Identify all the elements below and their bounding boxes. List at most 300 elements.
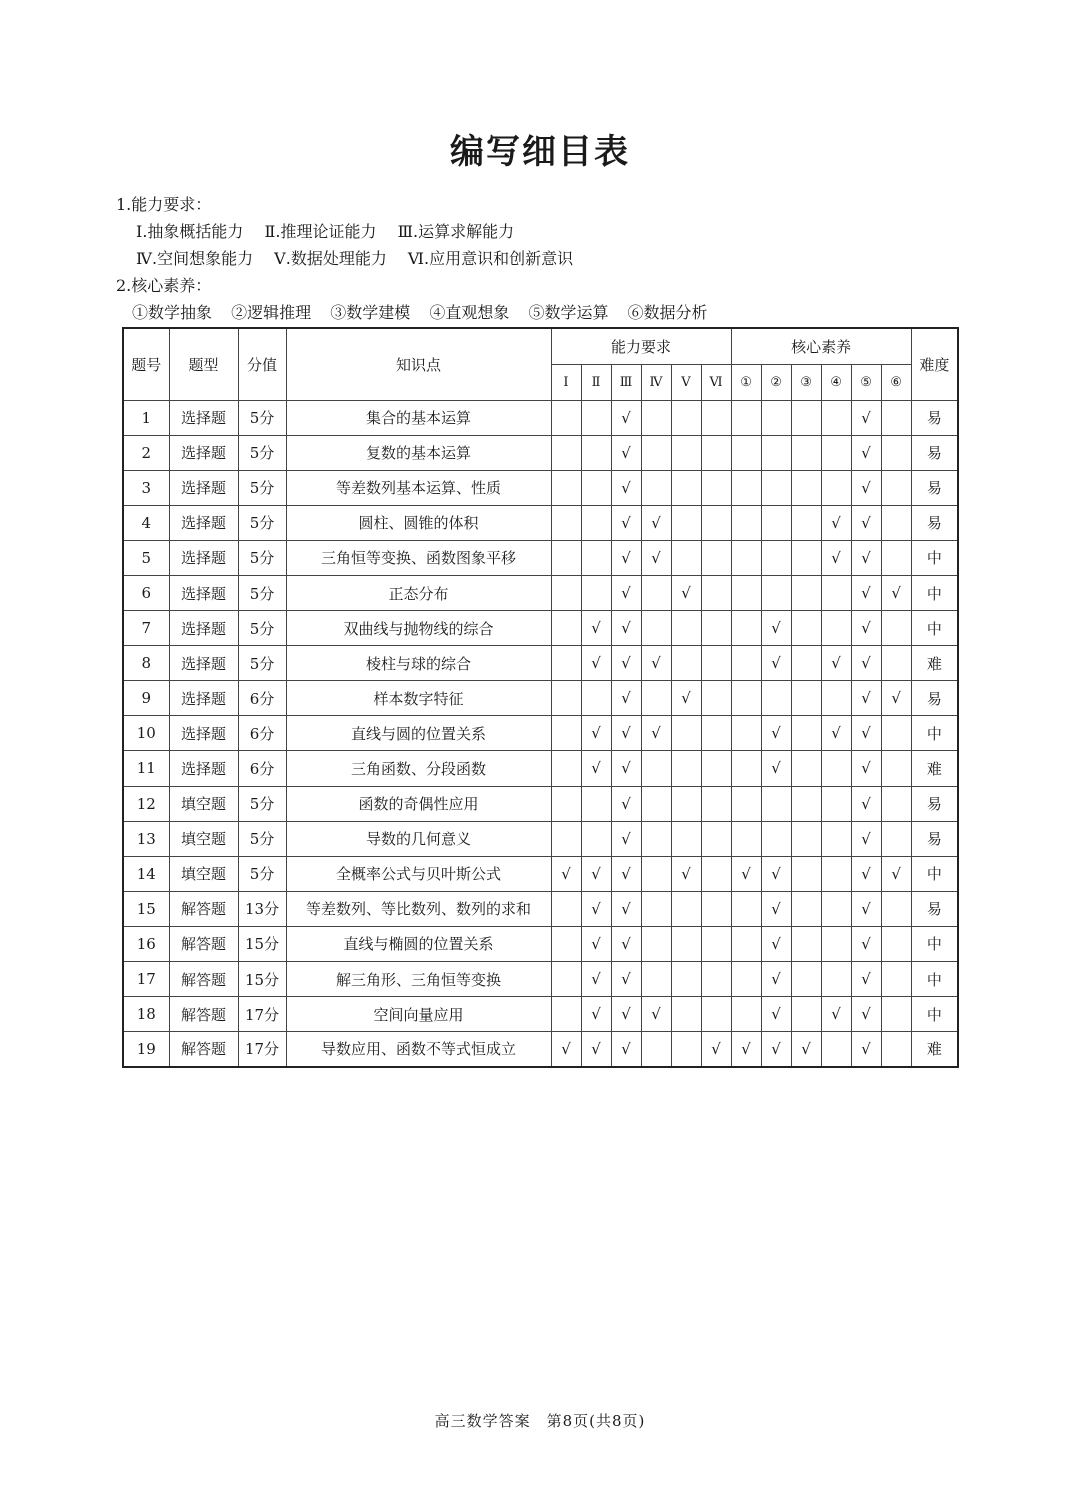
cell-score: 17分 (238, 997, 286, 1032)
core-cell (821, 786, 851, 821)
core-item: ⑤数学运算 (528, 303, 609, 322)
cell-num: 2 (123, 435, 169, 470)
ability-cell (551, 926, 581, 961)
core-item: ②逻辑推理 (231, 303, 312, 322)
core-cell (821, 821, 851, 856)
ability-cell (551, 821, 581, 856)
ability-cell (641, 751, 671, 786)
header-core: 核心素养 (731, 328, 911, 364)
cell-type: 选择题 (169, 435, 238, 470)
ability-cell (671, 611, 701, 646)
ability-cell (701, 891, 731, 926)
core-check-mark: √ (731, 1032, 761, 1067)
ability-cell (671, 891, 701, 926)
ability-cell (551, 470, 581, 505)
core-check-mark: √ (761, 1032, 791, 1067)
ability-check-mark: √ (581, 926, 611, 961)
core-cell (881, 611, 911, 646)
ability-check-mark: √ (641, 540, 671, 575)
ability-cell (701, 926, 731, 961)
core-cell (791, 540, 821, 575)
core-cell (821, 856, 851, 891)
core-cell (791, 891, 821, 926)
cell-num: 6 (123, 575, 169, 610)
header-core-col: ② (761, 364, 791, 400)
ability-cell (701, 470, 731, 505)
core-cell (821, 681, 851, 716)
header-ability-col: Ⅲ (611, 364, 641, 400)
ability-item: Ⅲ.运算求解能力 (397, 222, 515, 241)
core-cell (821, 891, 851, 926)
core-item: ④直观想象 (429, 303, 510, 322)
ability-cell (551, 997, 581, 1032)
ability-cell (701, 786, 731, 821)
cell-difficulty: 易 (911, 891, 958, 926)
ability-cell (641, 1032, 671, 1067)
ability-list-row-2 (136, 246, 589, 269)
table-row (123, 751, 958, 786)
ability-cell (551, 962, 581, 997)
core-cell (731, 435, 761, 470)
core-cell (821, 470, 851, 505)
table-row (123, 891, 958, 926)
table-row (123, 1032, 958, 1067)
cell-score: 5分 (238, 611, 286, 646)
header-core-col: ⑥ (881, 364, 911, 400)
ability-cell (581, 575, 611, 610)
cell-score: 15分 (238, 962, 286, 997)
cell-score: 5分 (238, 821, 286, 856)
table-row (123, 435, 958, 470)
ability-cell (671, 1032, 701, 1067)
ability-check-mark: √ (671, 681, 701, 716)
ability-item: Ⅱ.推理论证能力 (264, 222, 377, 241)
cell-score: 5分 (238, 540, 286, 575)
cell-score: 6分 (238, 681, 286, 716)
header-ability: 能力要求 (551, 328, 731, 364)
ability-check-mark: √ (551, 856, 581, 891)
core-cell (881, 821, 911, 856)
core-cell (791, 962, 821, 997)
ability-cell (671, 751, 701, 786)
ability-cell (581, 786, 611, 821)
core-cell (731, 611, 761, 646)
core-check-mark: √ (761, 646, 791, 681)
core-cell (761, 786, 791, 821)
core-check-mark: √ (821, 716, 851, 751)
cell-num: 15 (123, 891, 169, 926)
ability-cell (581, 505, 611, 540)
core-check-mark: √ (761, 962, 791, 997)
table-row (123, 856, 958, 891)
cell-num: 18 (123, 997, 169, 1032)
ability-cell (701, 540, 731, 575)
ability-check-mark: √ (611, 962, 641, 997)
ability-cell (551, 435, 581, 470)
cell-num: 9 (123, 681, 169, 716)
ability-cell (551, 891, 581, 926)
core-check-mark: √ (851, 786, 881, 821)
cell-type: 解答题 (169, 997, 238, 1032)
core-cell (761, 435, 791, 470)
core-item: ⑥数据分析 (627, 303, 708, 322)
ability-check-mark: √ (611, 470, 641, 505)
spec-table (122, 327, 959, 1068)
cell-type: 填空题 (169, 786, 238, 821)
cell-difficulty: 易 (911, 505, 958, 540)
cell-type: 选择题 (169, 611, 238, 646)
ability-cell (551, 681, 581, 716)
cell-difficulty: 易 (911, 681, 958, 716)
core-cell (791, 505, 821, 540)
table-row (123, 505, 958, 540)
cell-difficulty: 中 (911, 997, 958, 1032)
cell-knowledge: 导数应用、函数不等式恒成立 (286, 1032, 551, 1067)
cell-difficulty: 中 (911, 926, 958, 961)
header-ability-col: Ⅵ (701, 364, 731, 400)
header-knowledge: 知识点 (286, 328, 551, 400)
ability-cell (671, 400, 701, 435)
cell-difficulty: 易 (911, 470, 958, 505)
core-check-mark: √ (851, 505, 881, 540)
table-row (123, 786, 958, 821)
cell-knowledge: 圆柱、圆锥的体积 (286, 505, 551, 540)
cell-knowledge: 棱柱与球的综合 (286, 646, 551, 681)
table-row (123, 575, 958, 610)
header-core-col: ③ (791, 364, 821, 400)
core-cell (731, 751, 761, 786)
core-check-mark: √ (851, 997, 881, 1032)
ability-cell (701, 962, 731, 997)
ability-cell (671, 646, 701, 681)
core-cell (791, 400, 821, 435)
ability-cell (641, 435, 671, 470)
core-check-mark: √ (761, 856, 791, 891)
ability-cell (641, 962, 671, 997)
cell-score: 5分 (238, 856, 286, 891)
ability-cell (701, 505, 731, 540)
ability-list-row-1 (136, 219, 530, 242)
cell-knowledge: 复数的基本运算 (286, 435, 551, 470)
cell-num: 7 (123, 611, 169, 646)
core-cell (731, 891, 761, 926)
cell-type: 选择题 (169, 681, 238, 716)
core-check-mark: √ (761, 751, 791, 786)
core-cell (791, 926, 821, 961)
ability-cell (671, 435, 701, 470)
ability-check-mark: √ (581, 962, 611, 997)
ability-check-mark: √ (611, 891, 641, 926)
core-cell (821, 962, 851, 997)
cell-knowledge: 集合的基本运算 (286, 400, 551, 435)
core-cell (731, 821, 761, 856)
core-check-mark: √ (731, 856, 761, 891)
core-item: ①数学抽象 (132, 303, 213, 322)
header-core-col: ④ (821, 364, 851, 400)
cell-type: 选择题 (169, 751, 238, 786)
cell-knowledge: 直线与圆的位置关系 (286, 716, 551, 751)
cell-difficulty: 易 (911, 786, 958, 821)
ability-check-mark: √ (611, 997, 641, 1032)
core-check-mark: √ (851, 751, 881, 786)
ability-check-mark: √ (611, 400, 641, 435)
core-check-mark: √ (821, 646, 851, 681)
cell-type: 解答题 (169, 1032, 238, 1067)
table-row (123, 962, 958, 997)
core-check-mark: √ (851, 926, 881, 961)
ability-item: Ⅴ.数据处理能力 (274, 249, 387, 268)
core-cell (761, 681, 791, 716)
core-cell (761, 470, 791, 505)
cell-type: 填空题 (169, 821, 238, 856)
ability-heading: 1.能力要求： (116, 195, 212, 214)
cell-difficulty: 中 (911, 575, 958, 610)
cell-knowledge: 导数的几何意义 (286, 821, 551, 856)
ability-cell (701, 716, 731, 751)
cell-difficulty: 中 (911, 540, 958, 575)
header-ability-col: Ⅱ (581, 364, 611, 400)
core-cell (791, 575, 821, 610)
cell-score: 15分 (238, 926, 286, 961)
ability-cell (641, 611, 671, 646)
cell-num: 8 (123, 646, 169, 681)
cell-type: 选择题 (169, 716, 238, 751)
cell-num: 3 (123, 470, 169, 505)
ability-check-mark: √ (611, 681, 641, 716)
core-cell (881, 470, 911, 505)
cell-knowledge: 正态分布 (286, 575, 551, 610)
ability-check-mark: √ (671, 575, 701, 610)
cell-type: 选择题 (169, 400, 238, 435)
core-cell (731, 997, 761, 1032)
core-cell (821, 575, 851, 610)
ability-item: Ⅵ.应用意识和创新意识 (407, 249, 574, 268)
core-cell (791, 470, 821, 505)
core-cell (731, 470, 761, 505)
header-core-col: ⑤ (851, 364, 881, 400)
cell-type: 选择题 (169, 540, 238, 575)
core-check-mark: √ (881, 681, 911, 716)
cell-knowledge: 等差数列基本运算、性质 (286, 470, 551, 505)
ability-cell (701, 751, 731, 786)
core-check-mark: √ (851, 435, 881, 470)
ability-cell (551, 611, 581, 646)
table-row (123, 646, 958, 681)
ability-cell (671, 786, 701, 821)
header-core-col: ① (731, 364, 761, 400)
ability-cell (641, 856, 671, 891)
cell-difficulty: 难 (911, 646, 958, 681)
core-cell (881, 926, 911, 961)
ability-cell (671, 540, 701, 575)
cell-score: 5分 (238, 505, 286, 540)
ability-cell (701, 856, 731, 891)
cell-score: 5分 (238, 575, 286, 610)
table-row (123, 821, 958, 856)
core-cell (881, 505, 911, 540)
ability-cell (641, 786, 671, 821)
ability-cell (641, 400, 671, 435)
ability-cell (671, 962, 701, 997)
cell-knowledge: 双曲线与抛物线的综合 (286, 611, 551, 646)
header-ability-col: Ⅴ (671, 364, 701, 400)
core-check-mark: √ (761, 611, 791, 646)
core-cell (761, 821, 791, 856)
ability-cell (671, 470, 701, 505)
core-cell (731, 400, 761, 435)
core-check-mark: √ (851, 856, 881, 891)
ability-cell (551, 716, 581, 751)
core-cell (881, 891, 911, 926)
cell-difficulty: 中 (911, 856, 958, 891)
ability-check-mark: √ (611, 505, 641, 540)
ability-cell (641, 926, 671, 961)
core-cell (761, 575, 791, 610)
cell-num: 4 (123, 505, 169, 540)
ability-cell (551, 400, 581, 435)
cell-num: 17 (123, 962, 169, 997)
ability-item: Ⅳ.空间想象能力 (136, 249, 254, 268)
cell-type: 选择题 (169, 575, 238, 610)
cell-difficulty: 中 (911, 716, 958, 751)
core-list (132, 300, 722, 323)
core-cell (731, 926, 761, 961)
cell-num: 13 (123, 821, 169, 856)
ability-cell (671, 926, 701, 961)
core-cell (761, 400, 791, 435)
cell-difficulty: 中 (911, 611, 958, 646)
core-cell (791, 681, 821, 716)
core-check-mark: √ (851, 1032, 881, 1067)
header-score: 分值 (238, 328, 286, 400)
ability-cell (581, 470, 611, 505)
cell-type: 解答题 (169, 891, 238, 926)
core-check-mark: √ (851, 681, 881, 716)
core-check-mark: √ (851, 400, 881, 435)
ability-check-mark: √ (641, 505, 671, 540)
core-check-mark: √ (851, 646, 881, 681)
ability-cell (701, 575, 731, 610)
core-check-mark: √ (851, 575, 881, 610)
cell-score: 5分 (238, 786, 286, 821)
cell-type: 解答题 (169, 926, 238, 961)
core-cell (761, 505, 791, 540)
ability-check-mark: √ (581, 997, 611, 1032)
ability-cell (551, 575, 581, 610)
cell-score: 5分 (238, 646, 286, 681)
ability-cell (581, 821, 611, 856)
core-cell (791, 751, 821, 786)
core-cell (731, 962, 761, 997)
ability-check-mark: √ (611, 646, 641, 681)
core-cell (821, 1032, 851, 1067)
core-check-mark: √ (881, 856, 911, 891)
cell-type: 选择题 (169, 646, 238, 681)
core-cell (821, 435, 851, 470)
core-cell (881, 997, 911, 1032)
ability-cell (551, 786, 581, 821)
ability-check-mark: √ (611, 540, 641, 575)
core-cell (881, 400, 911, 435)
core-check-mark: √ (851, 716, 881, 751)
cell-type: 选择题 (169, 470, 238, 505)
cell-num: 14 (123, 856, 169, 891)
cell-knowledge: 三角恒等变换、函数图象平移 (286, 540, 551, 575)
core-check-mark: √ (761, 997, 791, 1032)
ability-cell (701, 435, 731, 470)
core-cell (881, 1032, 911, 1067)
ability-cell (641, 470, 671, 505)
core-check-mark: √ (821, 505, 851, 540)
cell-score: 13分 (238, 891, 286, 926)
ability-cell (641, 681, 671, 716)
table-row (123, 611, 958, 646)
core-cell (731, 786, 761, 821)
ability-cell (641, 891, 671, 926)
core-check-mark: √ (851, 540, 881, 575)
ability-cell (671, 997, 701, 1032)
core-cell (881, 716, 911, 751)
ability-check-mark: √ (551, 1032, 581, 1067)
table-row (123, 540, 958, 575)
core-cell (761, 540, 791, 575)
core-cell (791, 435, 821, 470)
core-cell (881, 646, 911, 681)
ability-cell (641, 575, 671, 610)
core-check-mark: √ (791, 1032, 821, 1067)
core-check-mark: √ (851, 821, 881, 856)
core-check-mark: √ (851, 470, 881, 505)
ability-check-mark: √ (641, 716, 671, 751)
ability-cell (551, 540, 581, 575)
cell-score: 5分 (238, 400, 286, 435)
ability-check-mark: √ (611, 1032, 641, 1067)
ability-cell (701, 611, 731, 646)
ability-check-mark: √ (581, 646, 611, 681)
core-cell (881, 540, 911, 575)
ability-cell (581, 681, 611, 716)
core-cell (791, 856, 821, 891)
ability-check-mark: √ (611, 611, 641, 646)
core-check-mark: √ (821, 540, 851, 575)
cell-num: 12 (123, 786, 169, 821)
header-num: 题号 (123, 328, 169, 400)
ability-cell (701, 681, 731, 716)
cell-score: 17分 (238, 1032, 286, 1067)
table-row (123, 926, 958, 961)
cell-difficulty: 难 (911, 751, 958, 786)
header-ability-col: Ⅳ (641, 364, 671, 400)
ability-check-mark: √ (701, 1032, 731, 1067)
cell-num: 16 (123, 926, 169, 961)
ability-cell (671, 505, 701, 540)
core-check-mark: √ (851, 611, 881, 646)
cell-knowledge: 解三角形、三角恒等变换 (286, 962, 551, 997)
cell-knowledge: 样本数字特征 (286, 681, 551, 716)
core-cell (881, 751, 911, 786)
core-check-mark: √ (821, 997, 851, 1032)
cell-num: 1 (123, 400, 169, 435)
ability-check-mark: √ (611, 856, 641, 891)
core-cell (731, 716, 761, 751)
cell-knowledge: 等差数列、等比数列、数列的求和 (286, 891, 551, 926)
core-check-mark: √ (761, 926, 791, 961)
cell-score: 6分 (238, 716, 286, 751)
cell-num: 11 (123, 751, 169, 786)
cell-score: 5分 (238, 435, 286, 470)
core-item: ③数学建模 (330, 303, 411, 322)
cell-difficulty: 易 (911, 821, 958, 856)
